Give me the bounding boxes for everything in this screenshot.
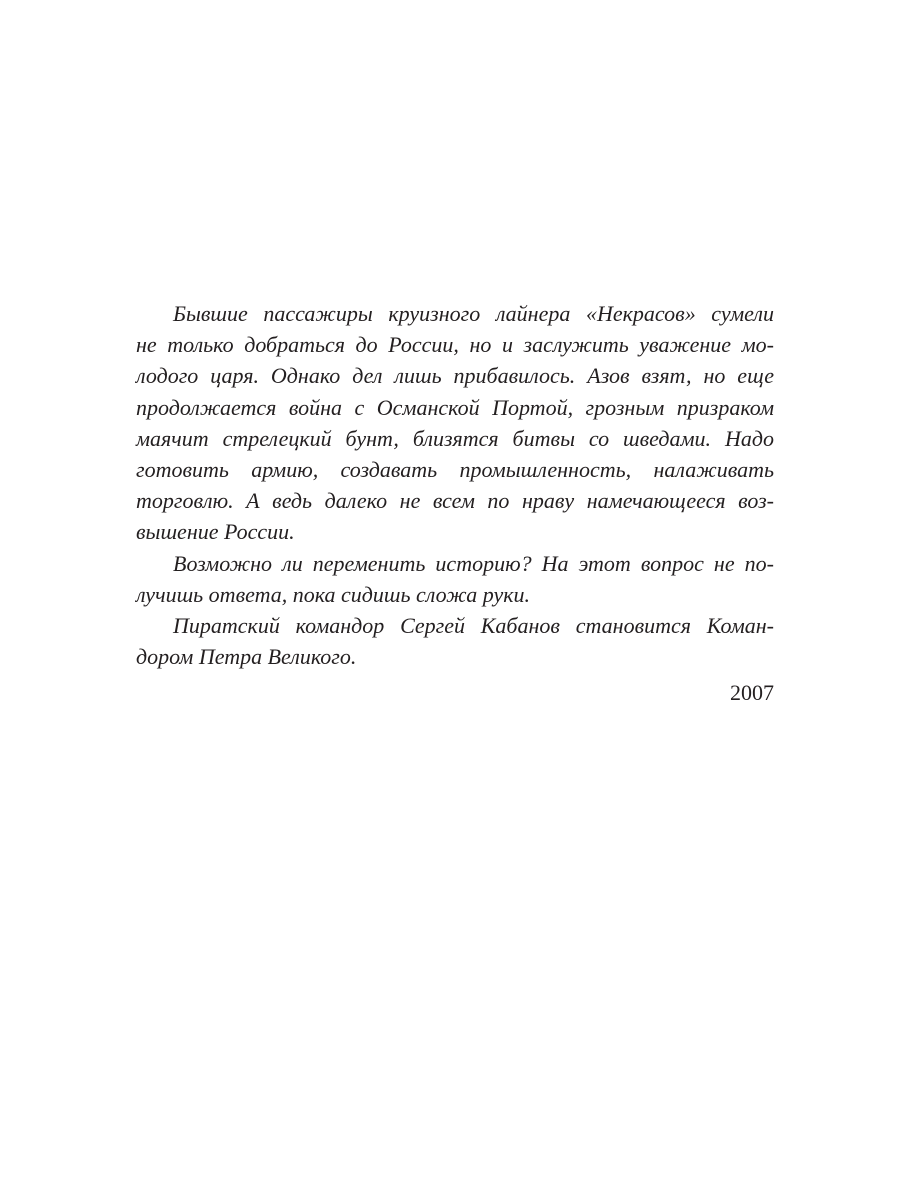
text-line: вышение России. — [136, 519, 295, 545]
text-line: торговлю. А ведь далеко не всем по нраву намечающееся воз- — [136, 488, 774, 514]
text-line: продолжается война с Османской Портой, грозным призраком — [136, 394, 774, 420]
text-line: не только добраться до России, но и заслужить уважение мо- — [136, 332, 774, 358]
paragraph-3 — [136, 610, 774, 672]
text-line: Пиратский командор Сергей Кабанов становится Коман- — [173, 612, 774, 638]
paragraph-2 — [136, 548, 774, 610]
paragraph-1 — [136, 298, 774, 548]
publication-year: 2007 — [730, 680, 774, 705]
text-line: готовить армию, создавать промышленность, налаживать — [136, 456, 774, 482]
text-line: дором Петра Великого. — [136, 644, 357, 670]
annotation-text — [136, 298, 774, 672]
text-line: Бывшие пассажиры круизного лайнера «Некрасов» сумели — [173, 301, 774, 326]
text-line: лодого царя. Однако дел лишь прибавилось. Азов взят, но еще — [136, 363, 774, 389]
text-line: лучишь ответа, пока сидишь сложа руки. — [136, 581, 531, 607]
text-line: маячит стрелецкий бунт, близятся битвы со шведами. Надо — [136, 425, 774, 451]
text-line: Возможно ли переменить историю? На этот вопрос не по- — [173, 550, 774, 576]
